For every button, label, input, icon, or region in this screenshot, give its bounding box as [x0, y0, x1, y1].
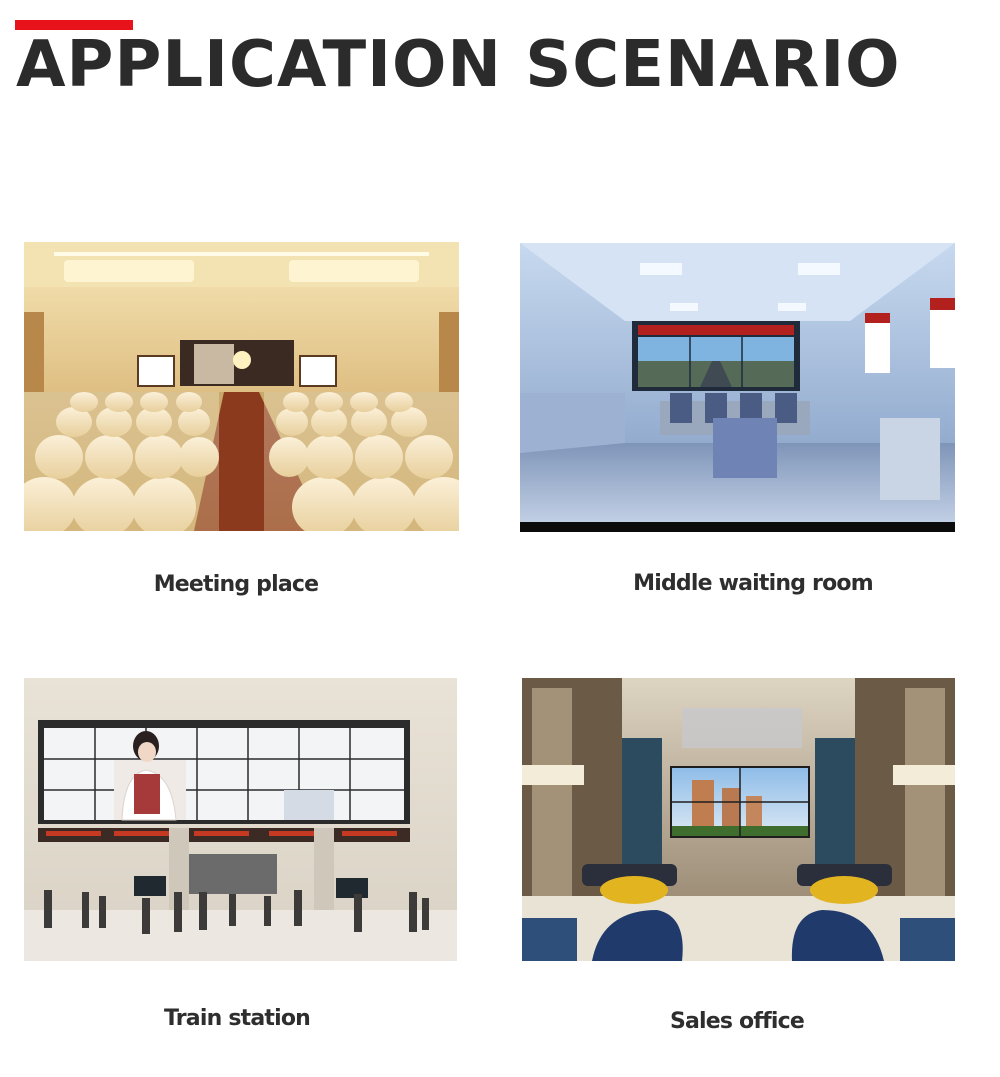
meeting-hall-photo [24, 242, 459, 531]
caption-sales-office: Sales office [669, 1009, 805, 1034]
caption-middle-waiting-room: Middle waiting room [633, 571, 873, 596]
page-title: APPLICATION SCENARIO [16, 28, 901, 102]
control-room-photo [520, 243, 955, 532]
caption-meeting-place: Meeting place [153, 572, 319, 597]
caption-train-station: Train station [163, 1006, 311, 1031]
sales-office-photo [522, 678, 955, 961]
train-station-photo [24, 678, 457, 961]
